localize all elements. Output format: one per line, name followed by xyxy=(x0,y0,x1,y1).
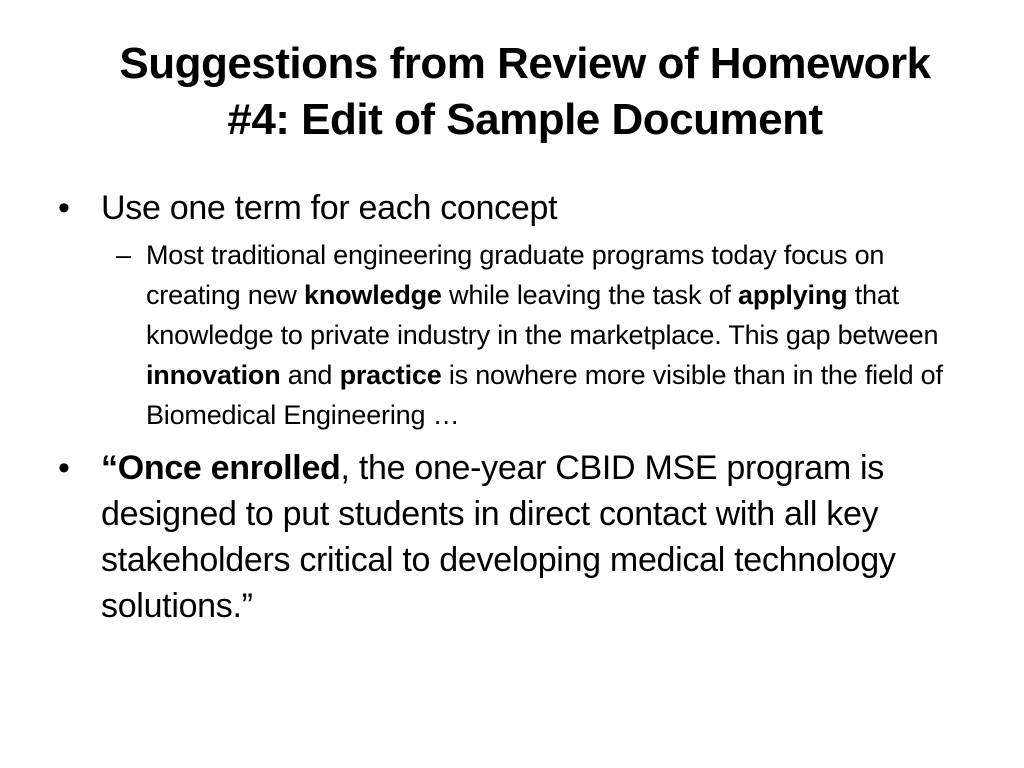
sub-text-part: is nowhere more visible than in the field of Biomedical Engineering … xyxy=(146,360,943,430)
sub-text-part: Most traditional engineering graduate programs today focus on creating new xyxy=(146,240,885,310)
bullet-item-1 xyxy=(58,185,988,231)
sub-text-part: that knowledge to private industry in the marketplace. This gap between xyxy=(146,280,939,350)
bullet-text xyxy=(101,449,896,625)
sub-bullet-marker: – xyxy=(116,240,131,270)
bold-lead-text: “Once enrolled xyxy=(101,449,341,487)
sub-text-part: and xyxy=(280,360,340,390)
bold-term-practice: practice xyxy=(339,360,442,390)
bold-term-applying: applying xyxy=(738,280,848,310)
bullet-text: Use one term for each concept xyxy=(101,189,558,227)
bullet-marker: • xyxy=(58,449,70,487)
sub-bullet-item-1 xyxy=(116,235,976,435)
bullet-marker: • xyxy=(58,189,70,227)
title-line-1: Suggestions from Review of Homework xyxy=(119,39,931,88)
sub-bullet-text xyxy=(146,240,943,430)
title-line-2: #4: Edit of Sample Document xyxy=(227,95,823,144)
slide-body xyxy=(58,185,988,629)
bold-term-innovation: innovation xyxy=(146,360,281,390)
sub-text-part: while leaving the task of xyxy=(441,280,739,310)
bold-term-knowledge: knowledge xyxy=(304,280,442,310)
bullet-rest-text: , the one-year CBID MSE program is designed to put students in direct contact with all key stakeholders critical to developing medical technology solutions.” xyxy=(101,449,896,625)
bullet-item-2 xyxy=(58,445,988,629)
slide-title xyxy=(40,36,1010,148)
